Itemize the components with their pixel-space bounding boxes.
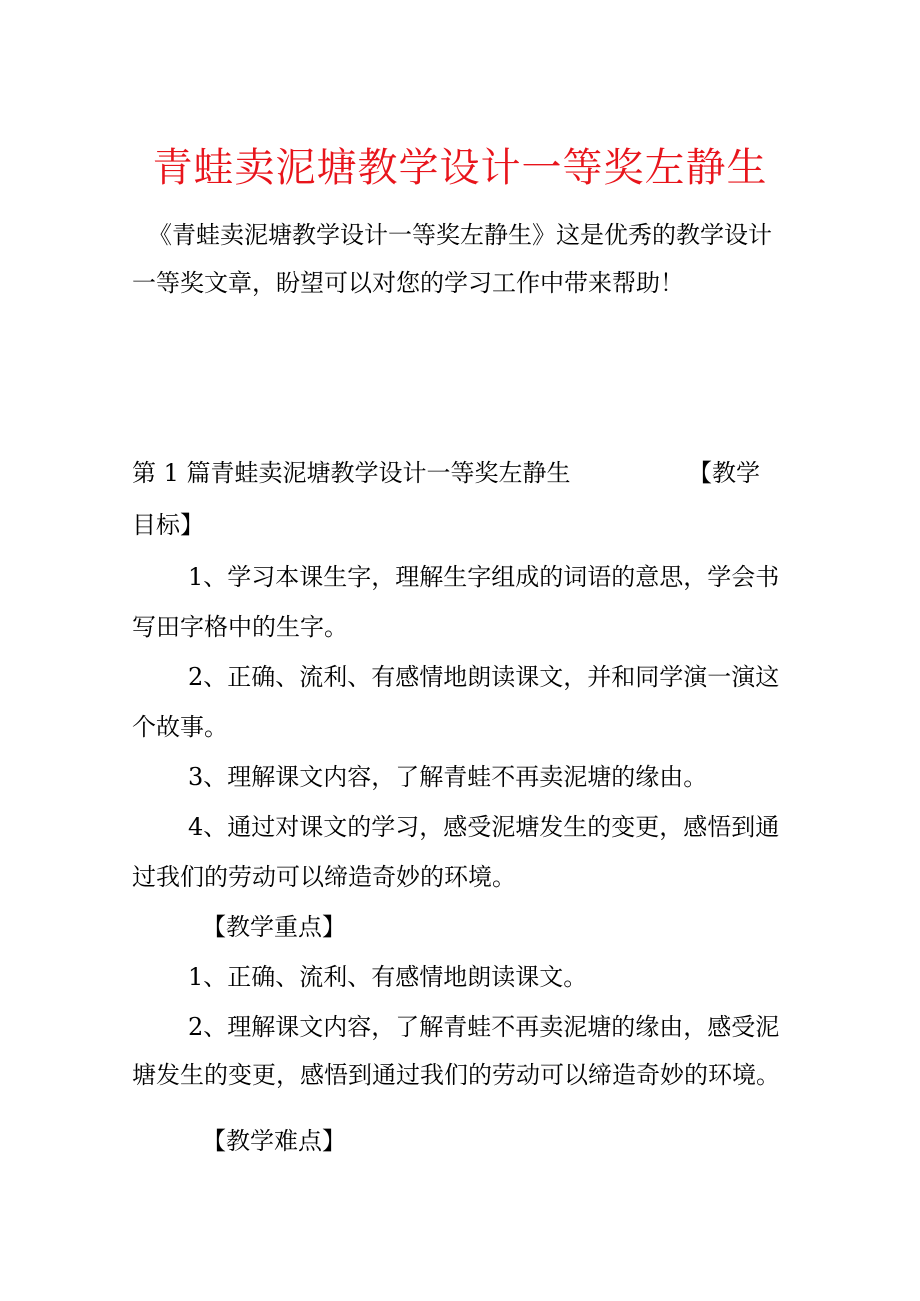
key-point-1-line-1: 1、正确、流利、有感情地朗读课文。	[188, 963, 588, 991]
goal-2-line-2: 个故事。	[132, 713, 228, 741]
key-point-2-line-2: 塘发生的变更，感悟到通过我们的劳动可以缔造奇妙的环境。	[132, 1061, 780, 1089]
section-tag-part-1: 【教学	[688, 459, 760, 487]
section-heading: 第 1 篇青蛙卖泥塘教学设计一等奖左静生	[132, 459, 571, 487]
goal-4-line-2: 过我们的劳动可以缔造奇妙的环境。	[132, 863, 516, 891]
section-tag-part-2: 目标】	[132, 511, 204, 539]
intro-line-2: 一等奖文章，盼望可以对您的学习工作中带来帮助！	[132, 269, 684, 297]
goal-4-line-1: 4、通过对课文的学习，感受泥塘发生的变更，感悟到通	[188, 813, 780, 841]
key-points-heading: 【教学重点】	[202, 913, 346, 941]
goal-1-line-2: 写田字格中的生字。	[132, 613, 348, 641]
intro-line-1: 《青蛙卖泥塘教学设计一等奖左静生》这是优秀的教学设计	[148, 221, 772, 249]
document-title: 青蛙卖泥塘教学设计一等奖左静生	[152, 145, 768, 191]
difficult-points-heading: 【教学难点】	[202, 1127, 346, 1155]
goal-2-line-1: 2、正确、流利、有感情地朗读课文，并和同学演一演这	[188, 663, 780, 691]
goal-3-line-1: 3、理解课文内容，了解青蛙不再卖泥塘的缘由。	[188, 763, 708, 791]
goal-1-line-1: 1、学习本课生字，理解生字组成的词语的意思，学会书	[188, 563, 780, 591]
key-point-2-line-1: 2、理解课文内容，了解青蛙不再卖泥塘的缘由，感受泥	[188, 1013, 780, 1041]
